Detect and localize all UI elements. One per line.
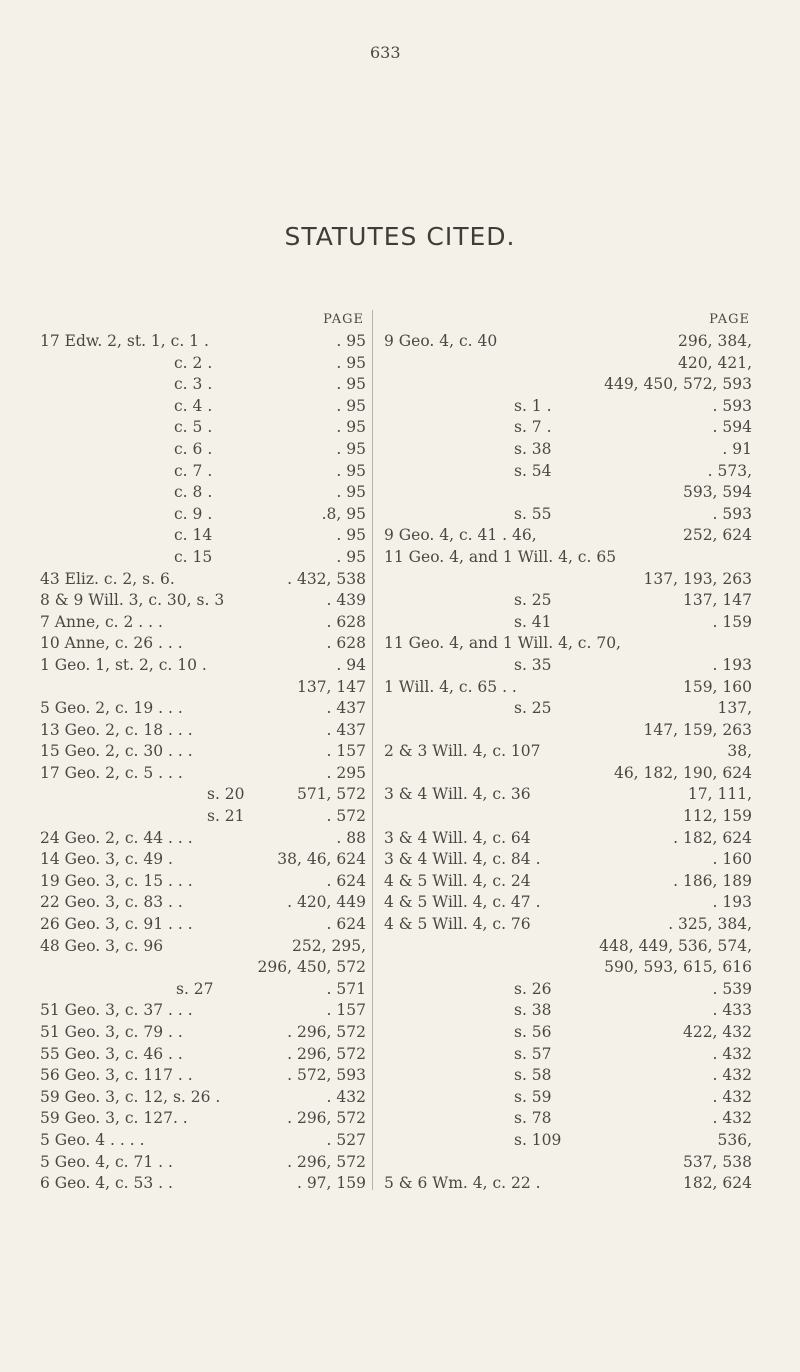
statute-citation: 6 Geo. 4, c. 53 . . bbox=[40, 1174, 173, 1193]
statute-citation: c. 6 . bbox=[174, 439, 213, 458]
page-references: 182, 624 bbox=[682, 1174, 752, 1193]
page-references: . 95 bbox=[336, 461, 366, 480]
list-item bbox=[384, 957, 754, 979]
page-references: . 296, 572 bbox=[287, 1152, 366, 1171]
statute-citation: 59 Geo. 3, c. 12, s. 26 . bbox=[40, 1087, 221, 1106]
page-references: . 593 bbox=[712, 504, 752, 523]
list-item bbox=[40, 698, 368, 720]
statute-citation: s. 26 bbox=[514, 979, 552, 998]
statute-citation: c. 8 . bbox=[174, 483, 213, 502]
page-column-label: PAGE bbox=[323, 312, 364, 327]
list-item bbox=[384, 828, 754, 850]
list-item bbox=[384, 1022, 754, 1044]
page-column-label: PAGE bbox=[709, 312, 750, 327]
list-item bbox=[384, 1044, 754, 1066]
list-item bbox=[40, 482, 368, 504]
page-number: 633 bbox=[370, 43, 401, 62]
statute-citation: 17 Geo. 2, c. 5 . . . bbox=[40, 763, 183, 782]
page-references: 147, 159, 263 bbox=[643, 720, 752, 739]
page-references: . 193 bbox=[712, 893, 752, 912]
statute-citation: s. 25 bbox=[514, 699, 552, 718]
statute-citation: 24 Geo. 2, c. 44 . . . bbox=[40, 828, 193, 847]
list-item bbox=[384, 374, 754, 396]
statute-citation: s. 59 bbox=[514, 1087, 552, 1106]
page-references: . 296, 572 bbox=[287, 1109, 366, 1128]
list-item bbox=[384, 1000, 754, 1022]
statute-citation: 17 Edw. 2, st. 1, c. 1 . bbox=[40, 332, 209, 350]
page-references: 137, 193, 263 bbox=[643, 569, 752, 588]
page-references: . 157 bbox=[326, 742, 366, 761]
page-references: 571, 572 bbox=[296, 785, 366, 804]
list-item bbox=[384, 871, 754, 893]
page-references: 449, 450, 572, 593 bbox=[604, 375, 752, 394]
list-item bbox=[40, 763, 368, 785]
page-references: . 628 bbox=[326, 634, 366, 653]
list-item bbox=[40, 655, 368, 677]
statute-citation: 43 Eliz. c. 2, s. 6. bbox=[40, 569, 175, 588]
list-item bbox=[40, 871, 368, 893]
list-item bbox=[384, 1108, 754, 1130]
statute-citation: c. 15 bbox=[174, 547, 213, 566]
page-references: 420, 421, bbox=[678, 353, 752, 372]
statute-citation: c. 7 . bbox=[174, 461, 213, 480]
page-references: . 432 bbox=[712, 1087, 752, 1106]
list-item bbox=[40, 1152, 368, 1174]
page-references: . 432 bbox=[712, 1066, 752, 1085]
statute-citation: 4 & 5 Will. 4, c. 76 bbox=[384, 915, 531, 934]
page-references: . 572, 593 bbox=[287, 1066, 366, 1085]
page-references: . 95 bbox=[336, 483, 366, 502]
statute-citation: 2 & 3 Will. 4, c. 107 bbox=[384, 742, 541, 761]
page-references: . 325, 384, bbox=[668, 915, 752, 934]
statute-citation: 4 & 5 Will. 4, c. 24 bbox=[384, 871, 531, 890]
list-item bbox=[40, 612, 368, 634]
list-item bbox=[40, 784, 368, 806]
statute-citation: 11 Geo. 4, and 1 Will. 4, c. 70, bbox=[384, 634, 621, 653]
list-item bbox=[384, 1152, 754, 1174]
statute-citation: s. 38 bbox=[514, 439, 552, 458]
list-item bbox=[40, 892, 368, 914]
page-references: 590, 593, 615, 616 bbox=[604, 958, 752, 977]
list-item bbox=[384, 525, 754, 547]
list-item bbox=[40, 979, 368, 1001]
page-references: . 594 bbox=[712, 418, 752, 437]
page-references: . 628 bbox=[326, 612, 366, 631]
list-item bbox=[40, 1022, 368, 1044]
list-item bbox=[40, 1173, 368, 1195]
statute-citation: 3 & 4 Will. 4, c. 36 bbox=[384, 785, 531, 804]
list-item bbox=[40, 439, 368, 461]
list-item bbox=[40, 417, 368, 439]
statute-citation: 22 Geo. 3, c. 83 . . bbox=[40, 893, 183, 912]
list-item bbox=[384, 806, 754, 828]
list-item bbox=[40, 461, 368, 483]
right-column bbox=[384, 309, 754, 1195]
page-references: . 295 bbox=[326, 763, 366, 782]
statute-citation: s. 109 bbox=[514, 1130, 562, 1149]
page-references: . 571 bbox=[326, 979, 366, 998]
statute-citation: 3 & 4 Will. 4, c. 84 . bbox=[384, 850, 541, 869]
list-item bbox=[384, 590, 754, 612]
page-references: . 573, bbox=[707, 461, 752, 480]
page-references: . 95 bbox=[336, 547, 366, 566]
page-references: . 624 bbox=[326, 871, 366, 890]
page-references: . 182, 624 bbox=[673, 828, 752, 847]
list-item bbox=[40, 1044, 368, 1066]
statute-citation: 5 Geo. 2, c. 19 . . . bbox=[40, 699, 183, 718]
list-item bbox=[40, 806, 368, 828]
list-item bbox=[384, 547, 754, 569]
column-divider bbox=[372, 310, 373, 1190]
statute-citation: 55 Geo. 3, c. 46 . . bbox=[40, 1044, 183, 1063]
left-column bbox=[40, 309, 368, 1195]
page-references: 422, 432 bbox=[682, 1023, 752, 1041]
list-item bbox=[384, 353, 754, 375]
list-item bbox=[384, 612, 754, 634]
page-references: . 91 bbox=[722, 439, 752, 458]
list-item bbox=[40, 936, 368, 958]
statute-citation: 9 Geo. 4, c. 40 bbox=[384, 332, 498, 350]
page-references: . 97, 159 bbox=[296, 1174, 366, 1193]
statute-citation: s. 38 bbox=[514, 1001, 552, 1020]
statute-citation: 1 Geo. 1, st. 2, c. 10 . bbox=[40, 655, 207, 674]
list-item bbox=[384, 1173, 754, 1195]
page-references: . 432 bbox=[712, 1109, 752, 1128]
statute-citation: c. 3 . bbox=[174, 375, 213, 394]
statute-citation: 1 Will. 4, c. 65 . . bbox=[384, 677, 517, 696]
list-item bbox=[40, 1000, 368, 1022]
page-references: . 94 bbox=[336, 655, 366, 674]
list-item bbox=[384, 763, 754, 785]
page-references: . 624 bbox=[326, 915, 366, 934]
list-item bbox=[384, 417, 754, 439]
page-references: 38, 46, 624 bbox=[277, 850, 366, 869]
page-references: .8, 95 bbox=[321, 504, 366, 523]
list-item bbox=[40, 720, 368, 742]
list-item bbox=[40, 914, 368, 936]
page-references: 137, bbox=[717, 699, 752, 718]
statute-citation: 19 Geo. 3, c. 15 . . . bbox=[40, 871, 193, 890]
statute-citation: 14 Geo. 3, c. 49 . bbox=[40, 850, 173, 869]
page-title: STATUTES CITED. bbox=[284, 222, 516, 251]
statute-citation: s. 78 bbox=[514, 1109, 552, 1128]
statute-citation: 5 Geo. 4 . . . . bbox=[40, 1130, 145, 1149]
page-references: . 433 bbox=[712, 1001, 752, 1020]
page-references: 252, 295, bbox=[292, 936, 366, 955]
statute-citation: s. 41 bbox=[514, 612, 552, 631]
page-references: . 439 bbox=[326, 591, 366, 610]
page-references: 448, 449, 536, 574, bbox=[599, 936, 752, 955]
page-references: . 539 bbox=[712, 979, 752, 998]
page-references: 252, 624 bbox=[682, 526, 752, 545]
page-references: . 432 bbox=[326, 1087, 366, 1106]
page-references: . 95 bbox=[336, 396, 366, 415]
list-item bbox=[40, 374, 368, 396]
list-item bbox=[40, 1065, 368, 1087]
list-item bbox=[384, 914, 754, 936]
list-item bbox=[384, 849, 754, 871]
list-item bbox=[384, 784, 754, 806]
list-item bbox=[384, 979, 754, 1001]
list-item bbox=[40, 633, 368, 655]
statute-citation: 9 Geo. 4, c. 41 . 46, bbox=[384, 526, 537, 545]
page-references: 38, bbox=[727, 742, 752, 761]
statute-citation: s. 57 bbox=[514, 1044, 552, 1063]
statute-citation: s. 54 bbox=[514, 461, 552, 480]
statute-citation: s. 55 bbox=[514, 504, 552, 523]
statute-citation: 56 Geo. 3, c. 117 . . bbox=[40, 1066, 193, 1085]
statute-citation: c. 14 bbox=[174, 526, 213, 545]
list-item bbox=[40, 525, 368, 547]
statute-citation: 11 Geo. 4, and 1 Will. 4, c. 65 bbox=[384, 547, 617, 566]
list-item bbox=[40, 957, 368, 979]
list-item bbox=[384, 331, 754, 353]
statute-citation: 59 Geo. 3, c. 127. . bbox=[40, 1109, 188, 1128]
page-references: . 157 bbox=[326, 1001, 366, 1020]
list-item bbox=[40, 741, 368, 763]
list-item bbox=[40, 677, 368, 699]
page-references: . 159 bbox=[712, 612, 752, 631]
list-item bbox=[384, 482, 754, 504]
list-item bbox=[40, 828, 368, 850]
statute-citation: s. 1 . bbox=[514, 396, 552, 415]
statute-citation: 3 & 4 Will. 4, c. 64 bbox=[384, 828, 531, 847]
list-item bbox=[40, 590, 368, 612]
statute-citation: 51 Geo. 3, c. 37 . . . bbox=[40, 1001, 193, 1020]
page-references: . 296, 572 bbox=[287, 1023, 366, 1041]
page-references: . 193 bbox=[712, 655, 752, 674]
list-item bbox=[384, 1065, 754, 1087]
statute-citation: 13 Geo. 2, c. 18 . . . bbox=[40, 720, 193, 739]
page-references: 137, 147 bbox=[682, 591, 752, 610]
list-item bbox=[40, 547, 368, 569]
list-item bbox=[40, 1087, 368, 1109]
page-references: . 296, 572 bbox=[287, 1044, 366, 1063]
right-rows bbox=[384, 331, 754, 1195]
list-item bbox=[384, 633, 754, 655]
list-item bbox=[384, 655, 754, 677]
list-item bbox=[40, 569, 368, 591]
page-references: 593, 594 bbox=[682, 483, 752, 502]
list-item bbox=[40, 1130, 368, 1152]
statute-citation: c. 4 . bbox=[174, 396, 213, 415]
statute-citation: 51 Geo. 3, c. 79 . . bbox=[40, 1023, 183, 1041]
statute-citation: 5 & 6 Wm. 4, c. 22 . bbox=[384, 1174, 541, 1193]
statute-citation: 7 Anne, c. 2 . . . bbox=[40, 612, 163, 631]
list-item bbox=[384, 1130, 754, 1152]
statute-citation: s. 20 bbox=[207, 785, 245, 804]
page-references: 112, 159 bbox=[682, 807, 752, 826]
page-references: . 88 bbox=[336, 828, 366, 847]
statute-citation: c. 9 . bbox=[174, 504, 213, 523]
list-item bbox=[384, 698, 754, 720]
page-references: 46, 182, 190, 624 bbox=[613, 763, 752, 782]
list-item bbox=[40, 353, 368, 375]
page-references: . 432, 538 bbox=[287, 569, 366, 588]
page-references: . 420, 449 bbox=[287, 893, 366, 912]
statute-citation: 10 Anne, c. 26 . . . bbox=[40, 634, 183, 653]
statute-citation: s. 58 bbox=[514, 1066, 552, 1085]
page-references: 537, 538 bbox=[682, 1152, 752, 1171]
statute-citation: s. 35 bbox=[514, 655, 552, 674]
list-item bbox=[384, 1087, 754, 1109]
page-references: . 437 bbox=[326, 699, 366, 718]
page-references: 17, 111, bbox=[687, 785, 752, 804]
statute-citation: c. 5 . bbox=[174, 418, 213, 437]
statute-citation: 26 Geo. 3, c. 91 . . . bbox=[40, 915, 193, 934]
list-item bbox=[384, 504, 754, 526]
list-item bbox=[40, 504, 368, 526]
page-references: 536, bbox=[717, 1130, 752, 1149]
list-item bbox=[40, 331, 368, 353]
page-references: . 432 bbox=[712, 1044, 752, 1063]
statute-citation: s. 25 bbox=[514, 591, 552, 610]
page-references: . 95 bbox=[336, 375, 366, 394]
statute-citation: s. 21 bbox=[207, 807, 245, 826]
statute-citation: s. 7 . bbox=[514, 418, 552, 437]
statute-citation: 8 & 9 Will. 3, c. 30, s. 3 bbox=[40, 591, 225, 610]
statute-citation: s. 56 bbox=[514, 1023, 552, 1041]
page-references: . 95 bbox=[336, 353, 366, 372]
statute-citation: 4 & 5 Will. 4, c. 47 . bbox=[384, 893, 541, 912]
page-references: . 437 bbox=[326, 720, 366, 739]
statute-citation: 15 Geo. 2, c. 30 . . . bbox=[40, 742, 193, 761]
list-item bbox=[384, 720, 754, 742]
page-references: 296, 450, 572 bbox=[257, 958, 366, 977]
list-item bbox=[384, 396, 754, 418]
statute-citation: 5 Geo. 4, c. 71 . . bbox=[40, 1152, 173, 1171]
list-item bbox=[384, 461, 754, 483]
page-references: . 593 bbox=[712, 396, 752, 415]
left-rows bbox=[40, 331, 368, 1195]
list-item bbox=[384, 439, 754, 461]
list-item bbox=[384, 936, 754, 958]
statute-citation: 48 Geo. 3, c. 96 bbox=[40, 936, 164, 955]
page-references: . 95 bbox=[336, 439, 366, 458]
page-references: 137, 147 bbox=[296, 677, 366, 696]
list-item bbox=[40, 396, 368, 418]
statute-citation: s. 27 bbox=[176, 979, 214, 998]
list-item bbox=[384, 569, 754, 591]
page-references: 296, 384, bbox=[678, 332, 752, 350]
list-item bbox=[40, 849, 368, 871]
page-references: . 572 bbox=[326, 807, 366, 826]
page-references: . 95 bbox=[336, 526, 366, 545]
page-references: . 527 bbox=[326, 1130, 366, 1149]
list-item bbox=[384, 677, 754, 699]
page-references: . 95 bbox=[336, 418, 366, 437]
list-item bbox=[384, 892, 754, 914]
list-item bbox=[384, 741, 754, 763]
page-references: . 186, 189 bbox=[673, 871, 752, 890]
list-item bbox=[40, 1108, 368, 1130]
page-references: . 160 bbox=[712, 850, 752, 869]
page-references: 159, 160 bbox=[682, 677, 752, 696]
page-references: . 95 bbox=[336, 332, 366, 350]
statute-citation: c. 2 . bbox=[174, 353, 213, 372]
